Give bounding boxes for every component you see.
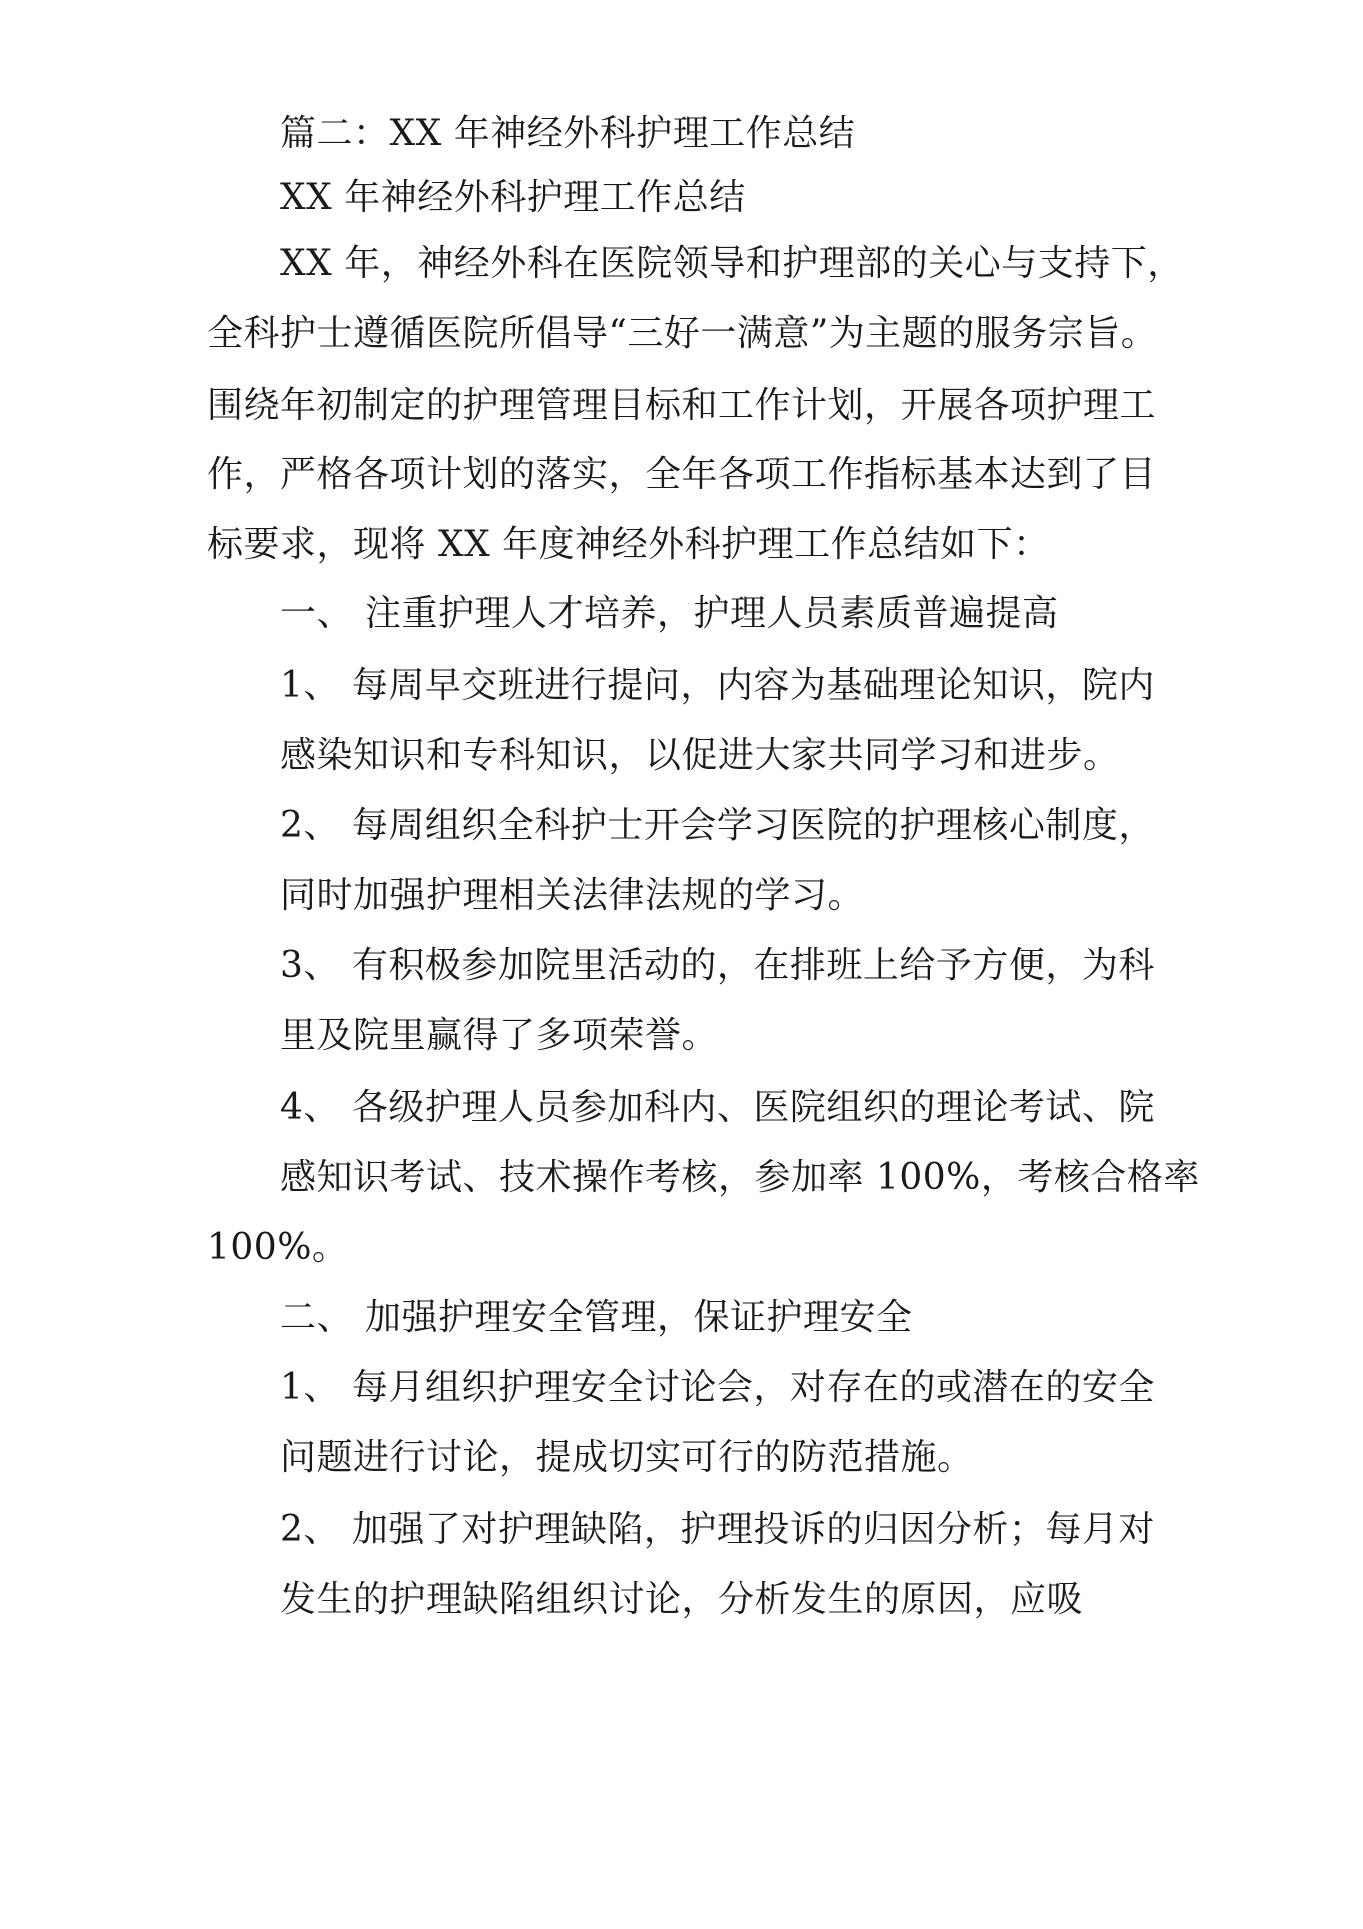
list-item-line: 4、 各级护理人员参加科内、医院组织的理论考试、院: [280, 1087, 1155, 1128]
list-item-line: 感染知识和专科知识，以促进大家共同学习和进步。: [280, 735, 1120, 776]
list-item-line: 发生的护理缺陷组织讨论，分析发生的原因，应吸: [280, 1579, 1084, 1620]
list-item-line: 感知识考试、技术操作考核，参加率 100%，考核合格率: [280, 1157, 1200, 1198]
list-item-line: 2、 加强了对护理缺陷，护理投诉的归因分析；每月对: [280, 1509, 1155, 1550]
document-subtitle: XX 年神经外科护理工作总结: [280, 177, 746, 218]
intro-line: 作，严格各项计划的落实，全年各项工作指标基本达到了目: [207, 454, 1157, 495]
list-item-line: 1、 每月组织护理安全讨论会，对存在的或潜在的安全: [280, 1367, 1155, 1408]
list-item-line: 100%。: [207, 1227, 349, 1268]
intro-line: 全科护士遵循医院所倡导“三好一满意”为主题的服务宗旨。: [207, 313, 1158, 354]
document-title: 篇二：XX 年神经外科护理工作总结: [280, 113, 856, 154]
intro-line: XX 年，神经外科在医院领导和护理部的关心与支持下，: [280, 243, 1184, 284]
list-item-line: 1、 每周早交班进行提问，内容为基础理论知识，院内: [280, 665, 1155, 706]
list-item-line: 同时加强护理相关法律法规的学习。: [280, 875, 865, 916]
list-item-line: 2、 每周组织全科护士开会学习医院的护理核心制度，: [280, 805, 1155, 846]
list-item-line: 里及院里赢得了多项荣誉。: [280, 1015, 719, 1056]
intro-line: 围绕年初制定的护理管理目标和工作计划，开展各项护理工: [207, 385, 1157, 426]
list-item-line: 问题进行讨论，提成切实可行的防范措施。: [280, 1437, 974, 1478]
intro-line: 标要求，现将 XX 年度神经外科护理工作总结如下：: [207, 524, 1050, 565]
section-heading: 二、 加强护理安全管理，保证护理安全: [280, 1297, 913, 1338]
list-item-line: 3、 有积极参加院里活动的，在排班上给予方便，为科: [280, 945, 1155, 986]
section-heading: 一、 注重护理人才培养，护理人员素质普遍提高: [280, 593, 1059, 634]
